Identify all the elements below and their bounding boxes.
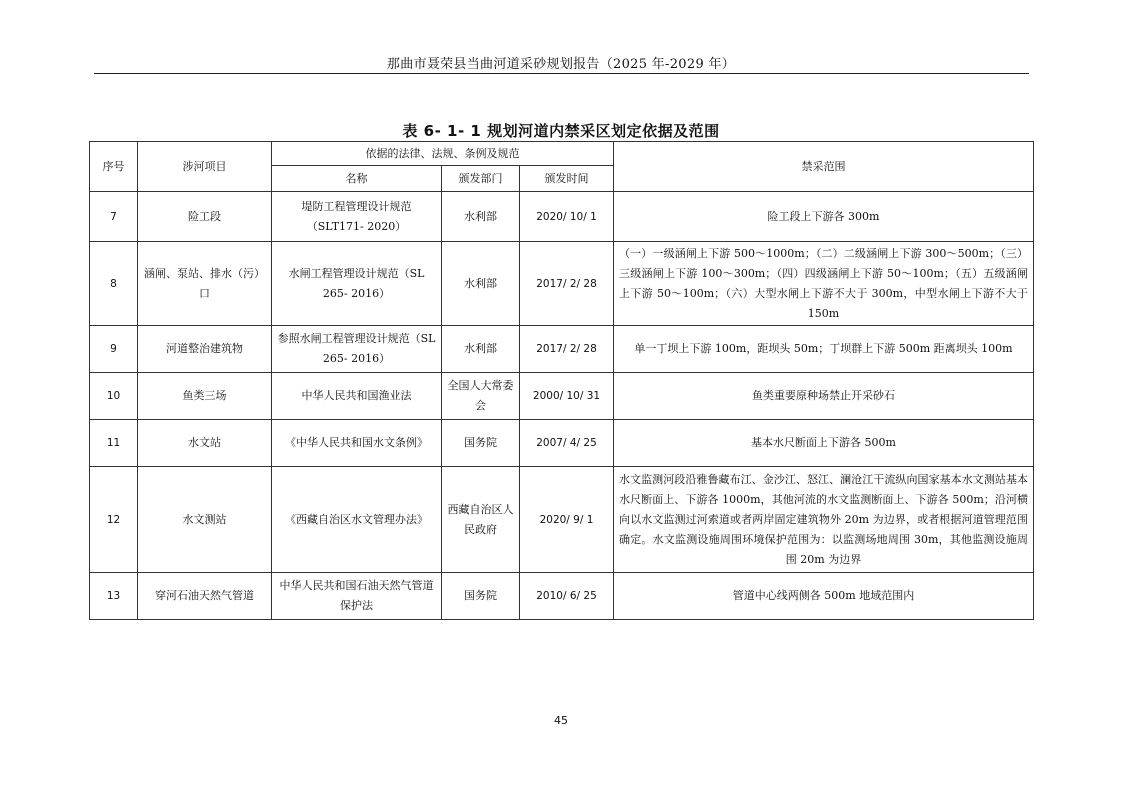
cell-department: 国务院 <box>442 573 520 620</box>
cell-name: 参照水闸工程管理设计规范（SL 265- 2016） <box>272 326 442 373</box>
cell-seq: 7 <box>90 192 138 242</box>
cell-project: 涵闸、泵站、排水（污）口 <box>138 242 272 326</box>
cell-range: 基本水尺断面上下游各 500m <box>614 420 1034 467</box>
header-divider <box>94 73 1029 74</box>
cell-range: 险工段上下游各 300m <box>614 192 1034 242</box>
cell-date: 2007/ 4/ 25 <box>520 420 614 467</box>
table-row <box>90 242 1034 326</box>
cell-department: 水利部 <box>442 242 520 326</box>
cell-project: 水文测站 <box>138 467 272 573</box>
cell-seq: 12 <box>90 467 138 573</box>
header-project: 涉河项目 <box>138 142 272 192</box>
cell-project: 险工段 <box>138 192 272 242</box>
header-date: 颁发时间 <box>520 166 614 192</box>
prohibited-area-table <box>89 141 1034 620</box>
header-basis-group: 依据的法律、法规、条例及规范 <box>272 142 614 166</box>
cell-name: 堤防工程管理设计规范（SLT171- 2020） <box>272 192 442 242</box>
cell-name: 《中华人民共和国水文条例》 <box>272 420 442 467</box>
table-row <box>90 573 1034 620</box>
cell-name: 水闸工程管理设计规范（SL 265- 2016） <box>272 242 442 326</box>
cell-range: 管道中心线两侧各 500m 地域范围内 <box>614 573 1034 620</box>
cell-name: 中华人民共和国渔业法 <box>272 373 442 420</box>
cell-department: 西藏自治区人民政府 <box>442 467 520 573</box>
cell-department: 水利部 <box>442 192 520 242</box>
table-row <box>90 373 1034 420</box>
table-header <box>90 142 1034 192</box>
cell-range: 鱼类重要原种场禁止开采砂石 <box>614 373 1034 420</box>
header-range: 禁采范围 <box>614 142 1034 192</box>
table-row <box>90 192 1034 242</box>
table-caption: 表 6- 1- 1 规划河道内禁采区划定依据及范围 <box>402 122 720 140</box>
cell-department: 全国人大常委会 <box>442 373 520 420</box>
cell-date: 2017/ 2/ 28 <box>520 326 614 373</box>
cell-seq: 13 <box>90 573 138 620</box>
cell-project: 河道整治建筑物 <box>138 326 272 373</box>
cell-date: 2000/ 10/ 31 <box>520 373 614 420</box>
cell-date: 2020/ 10/ 1 <box>520 192 614 242</box>
table-row <box>90 420 1034 467</box>
cell-name: 《西藏自治区水文管理办法》 <box>272 467 442 573</box>
cell-department: 国务院 <box>442 420 520 467</box>
cell-range: 单一丁坝上下游 100m，距坝头 50m；丁坝群上下游 500m 距离坝头 100m <box>614 326 1034 373</box>
cell-range: （一）一级涵闸上下游 500～1000m；（二）二级涵闸上下游 300～500m；（三）三级涵闸上下游 100～300m；（四）四级涵闸上下游 50～100m；（五）五级涵闸上下游 50～100m；（六）大型水闸上下游不大于 300m，中型水闸上下游不大于 150m <box>614 242 1034 326</box>
page-number: 45 <box>554 714 568 727</box>
cell-name: 中华人民共和国石油天然气管道保护法 <box>272 573 442 620</box>
header-name: 名称 <box>272 166 442 192</box>
running-header-title: 那曲市聂荣县当曲河道采砂规划报告（2025 年-2029 年） <box>386 57 736 72</box>
header-seq: 序号 <box>90 142 138 192</box>
cell-project: 水文站 <box>138 420 272 467</box>
cell-seq: 11 <box>90 420 138 467</box>
cell-date: 2017/ 2/ 28 <box>520 242 614 326</box>
cell-date: 2010/ 6/ 25 <box>520 573 614 620</box>
cell-seq: 8 <box>90 242 138 326</box>
cell-project: 鱼类三场 <box>138 373 272 420</box>
table-row <box>90 326 1034 373</box>
cell-range: 水文监测河段沿雅鲁藏布江、金沙江、怒江、澜沧江干流纵向国家基本水文测站基本水尺断面上、下游各 1000m，其他河流的水文监测断面上、下游各 500m；沿河横向以水文监测过河索道或者两岸固定建筑物外 20m 为边界，或者根据河道管理范围确定。水文监测设施周围环境保护范围为：以监测场地周围 30m，其他监测设施周围 20m 为边界 <box>614 467 1034 573</box>
cell-seq: 9 <box>90 326 138 373</box>
table-row <box>90 467 1034 573</box>
header-department: 颁发部门 <box>442 166 520 192</box>
cell-seq: 10 <box>90 373 138 420</box>
cell-date: 2020/ 9/ 1 <box>520 467 614 573</box>
cell-department: 水利部 <box>442 326 520 373</box>
cell-project: 穿河石油天然气管道 <box>138 573 272 620</box>
